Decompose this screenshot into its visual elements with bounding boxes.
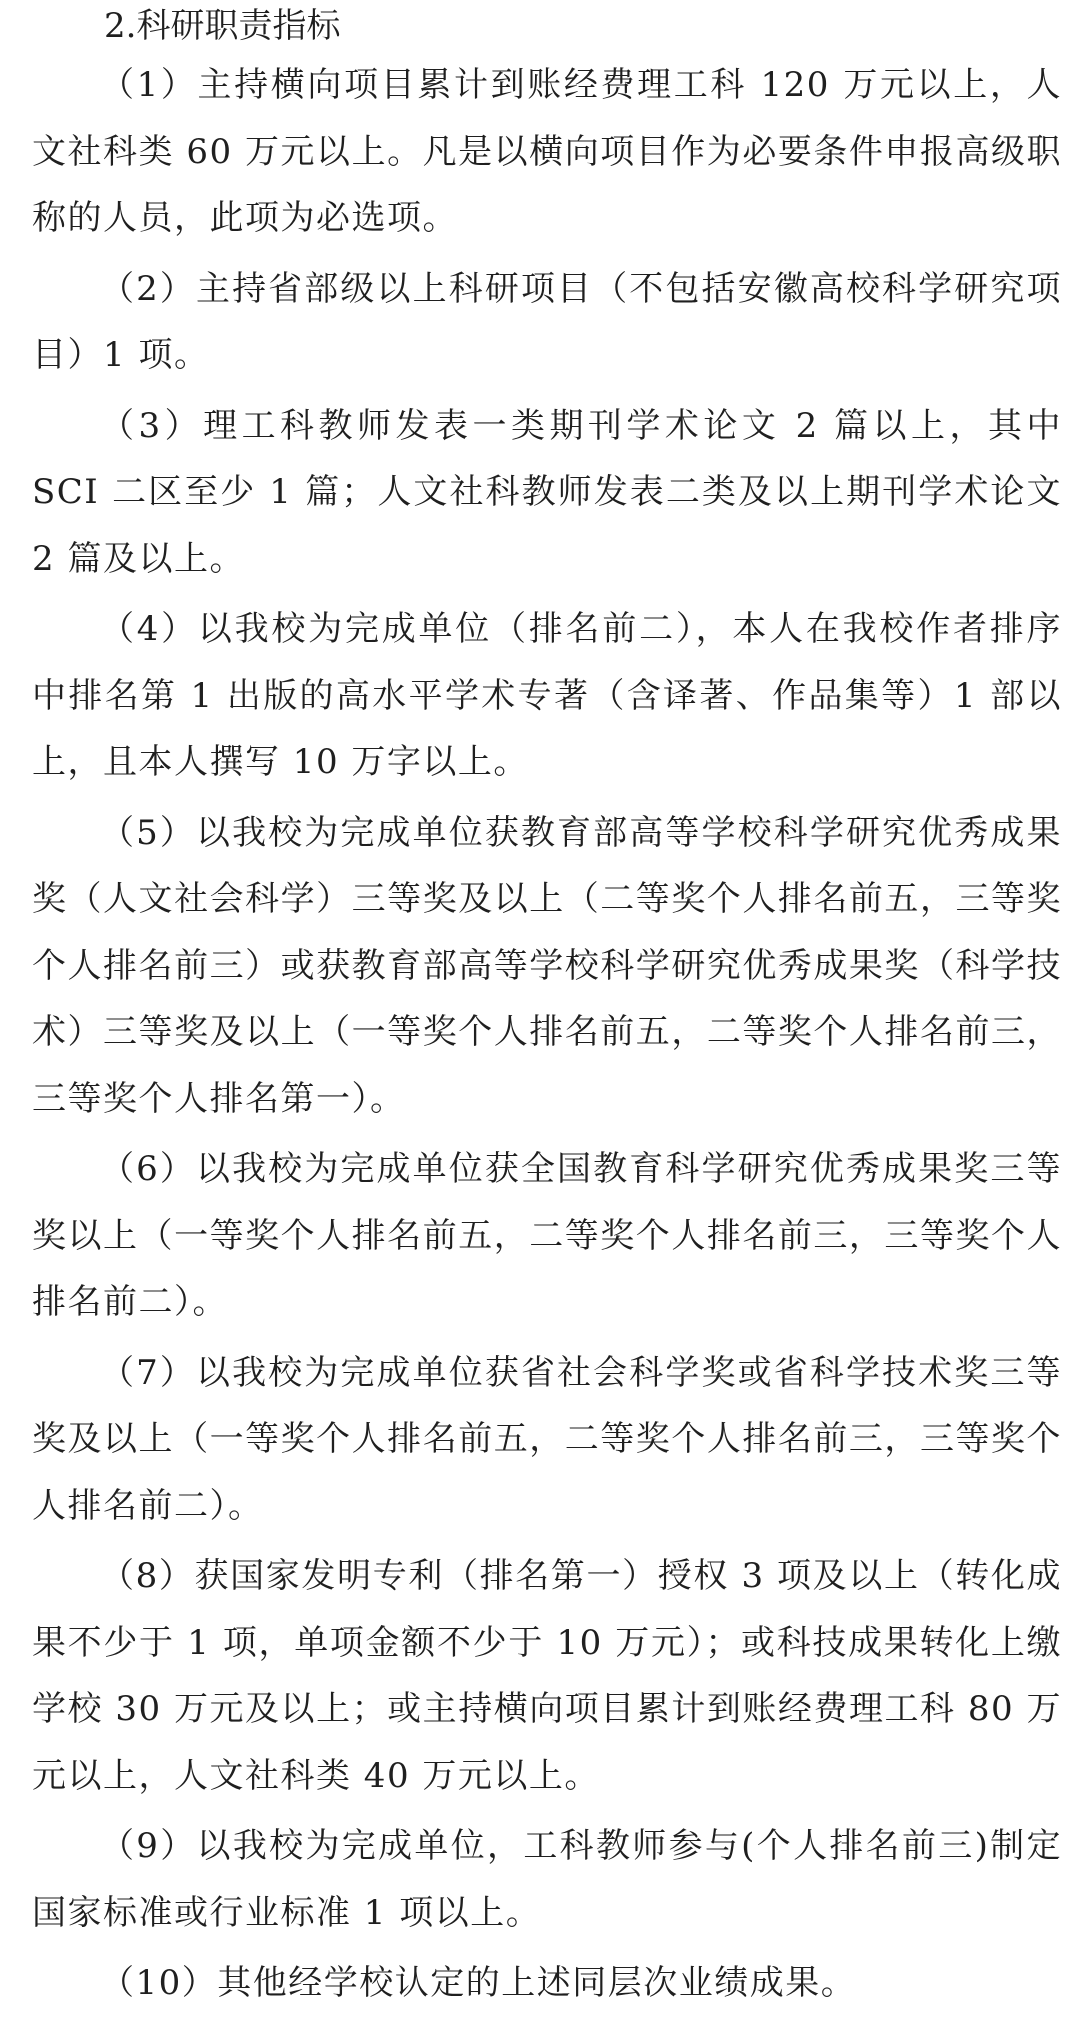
clause-8: （8）获国家发明专利（排名第一）授权 3 项及以上（转化成果不少于 1 项，单项金额不少于 10 万元）；或科技成果转化上缴学校 30 万元及以上；或主持横向项目累计到账经费理工科 80 万元以上，人文社科类 40 万元以上。 <box>32 1556 1062 1796</box>
clause-9: （9）以我校为完成单位，工科教师参与(个人排名前三)制定国家标准或行业标准 1 项以上。 <box>32 1826 1062 1933</box>
clause-1: （1）主持横向项目累计到账经费理工科 120 万元以上，人文社科类 60 万元以上。凡是以横向项目作为必要条件申报高级职称的人员，此项为必选项。 <box>32 65 1062 238</box>
clause-2: （2）主持省部级以上科研项目（不包括安徽高校科学研究项目）1 项。 <box>32 268 1062 375</box>
clause-4: （4）以我校为完成单位（排名前二），本人在我校作者排序中排名第 1 出版的高水平学术专著（含译著、作品集等）1 部以上，且本人撰写 10 万字以上。 <box>32 609 1062 782</box>
clause-7: （7）以我校为完成单位获省社会科学奖或省科学技术奖三等奖及以上（一等奖个人排名前五，二等奖个人排名前三，三等奖个人排名前二）。 <box>32 1352 1062 1526</box>
clause-5: （5）以我校为完成单位获教育部高等学校科学研究优秀成果奖（人文社会科学）三等奖及以上（二等奖个人排名前五，三等奖个人排名前三）或获教育部高等学校科学研究优秀成果奖（科学技术）三等奖及以上（一等奖个人排名前五，二等奖个人排名前三，三等奖个人排名第一）。 <box>32 812 1062 1119</box>
clause-3: （3）理工科教师发表一类期刊学术论文 2 篇以上，其中 SCI 二区至少 1 篇；人文社科教师发表二类及以上期刊学术论文 2 篇及以上。 <box>32 405 1062 579</box>
section-title: 2.科研职责指标 <box>104 6 341 46</box>
clause-6: （6）以我校为完成单位获全国教育科学研究优秀成果奖三等奖以上（一等奖个人排名前五，二等奖个人排名前三，三等奖个人排名前二）。 <box>32 1149 1062 1322</box>
clause-10: （10）其他经学校认定的上述同层次业绩成果。 <box>100 1963 857 2003</box>
